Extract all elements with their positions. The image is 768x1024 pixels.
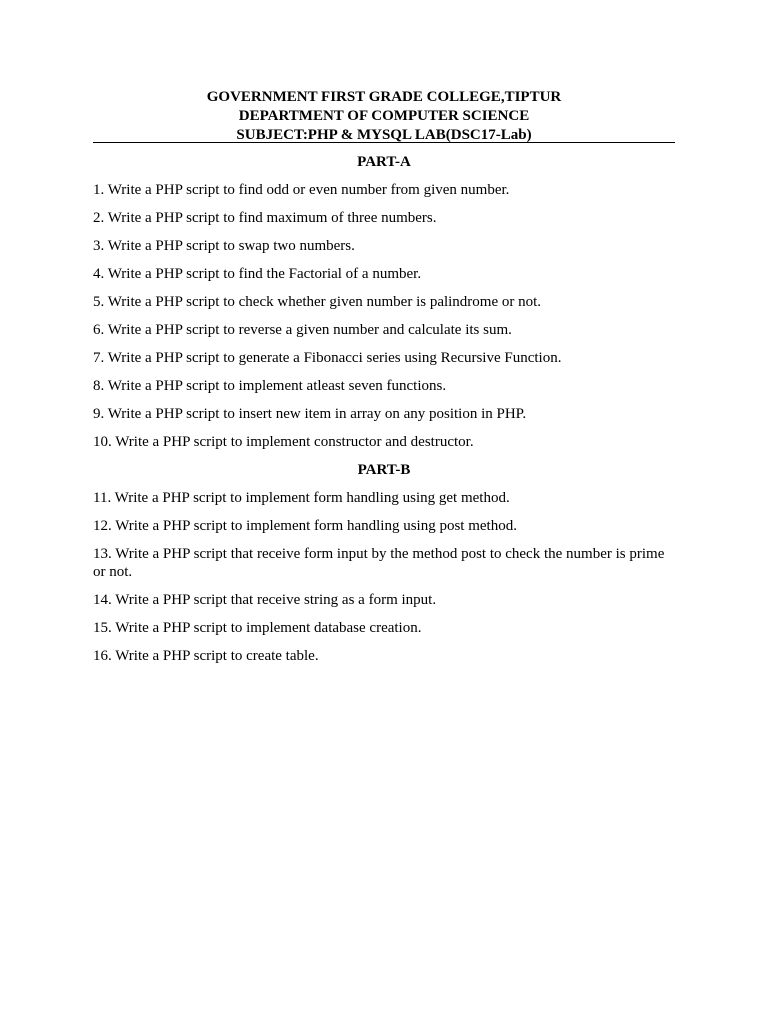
part-b-list [93,489,675,665]
part-b-heading: PART-B [357,462,411,478]
list-item: 9. Write a PHP script to insert new item in array on any position in PHP. [93,406,527,422]
college-name: GOVERNMENT FIRST GRADE COLLEGE,TIPTUR [206,89,562,105]
department-name: DEPARTMENT OF COMPUTER SCIENCE [238,108,530,124]
list-item: 11. Write a PHP script to implement form handling using get method. [93,490,510,506]
list-item: 12. Write a PHP script to implement form handling using post method. [93,518,517,534]
list-item: 3. Write a PHP script to swap two numbers. [93,238,355,254]
list-item: 5. Write a PHP script to check whether given number is palindrome or not. [93,294,542,310]
list-item: 10. Write a PHP script to implement constructor and destructor. [93,434,474,450]
list-item: 1. Write a PHP script to find odd or even number from given number. [93,182,510,198]
list-item: 2. Write a PHP script to find maximum of three numbers. [93,210,437,226]
header-divider [93,142,675,143]
list-item: 6. Write a PHP script to reverse a given number and calculate its sum. [93,322,512,338]
list-item: 16. Write a PHP script to create table. [93,648,319,664]
list-item: 13. Write a PHP script that receive form input by the method post to check the number is prime or not. [93,546,665,580]
document-header [93,88,675,145]
part-a-list [93,181,675,451]
subject-title: SUBJECT:PHP & MYSQL LAB(DSC17-Lab) [236,127,532,143]
list-item: 7. Write a PHP script to generate a Fibonacci series using Recursive Function. [93,350,562,366]
part-a-heading: PART-A [357,154,411,170]
list-item: 4. Write a PHP script to find the Factorial of a number. [93,266,422,282]
document-body [93,153,675,675]
list-item: 14. Write a PHP script that receive string as a form input. [93,592,437,608]
list-item: 8. Write a PHP script to implement atleast seven functions. [93,378,447,394]
list-item: 15. Write a PHP script to implement database creation. [93,620,422,636]
